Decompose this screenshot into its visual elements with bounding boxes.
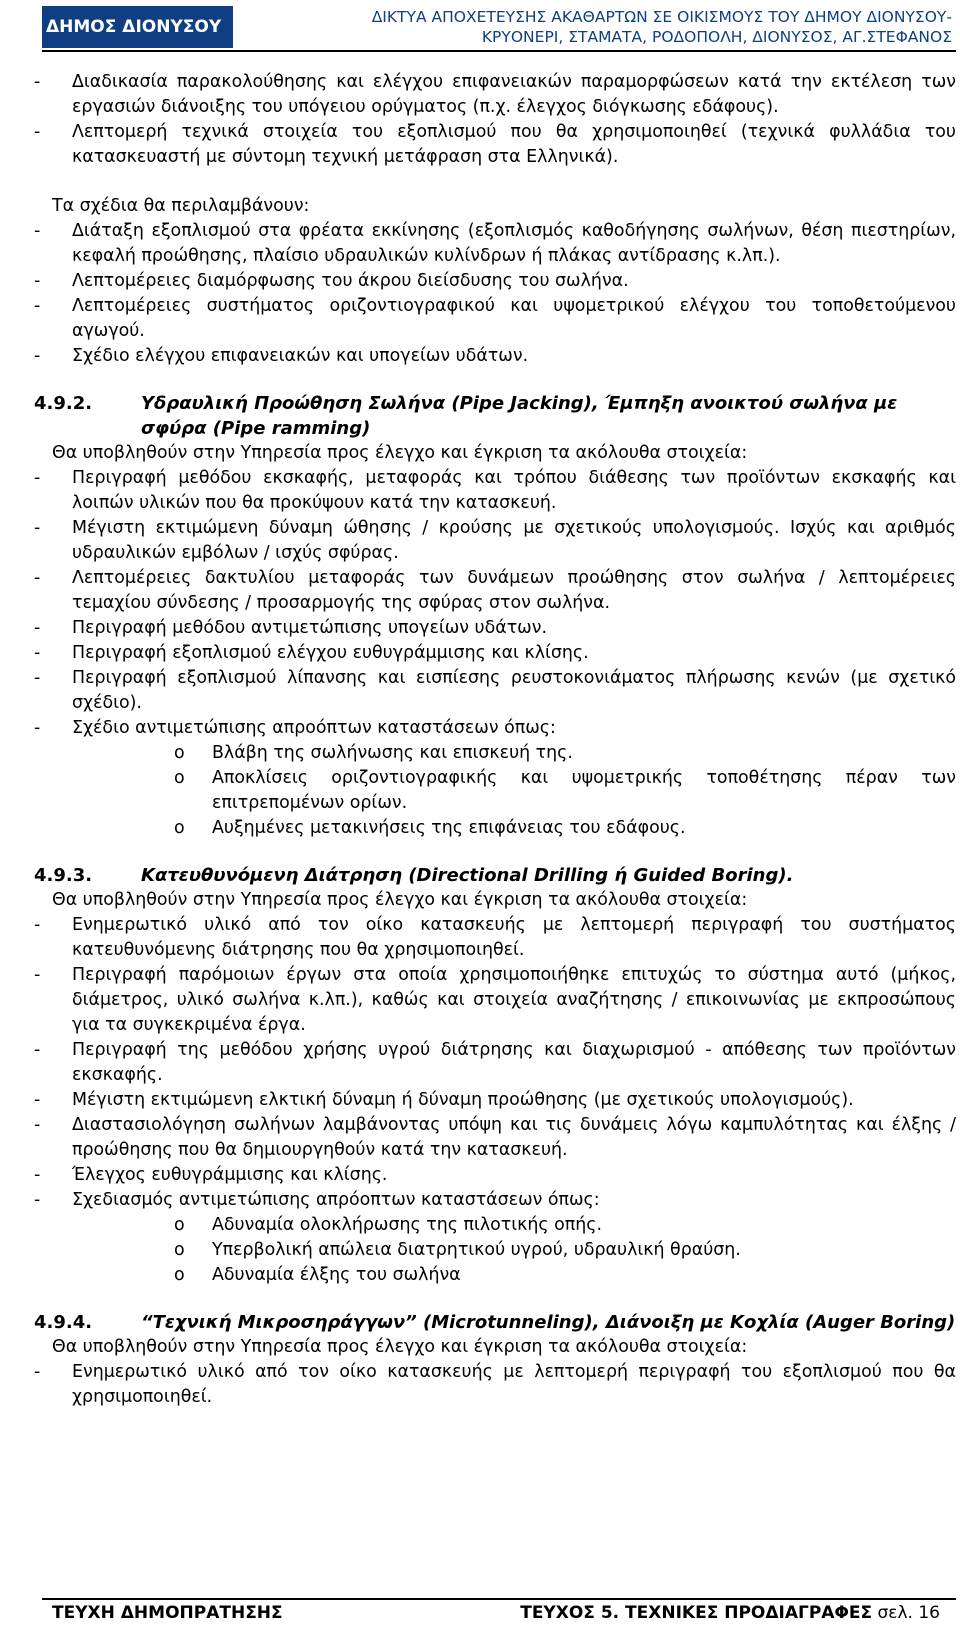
list-item: - Έλεγχος ευθυγράμμισης και κλίσης. xyxy=(34,1165,388,1185)
list-item: - Σχέδιο ελέγχου επιφανειακών και υπογείων υδάτων. xyxy=(34,346,529,366)
list-item: - Ενημερωτικό υλικό από τον οίκο κατασκευής με λεπτομερή περιγραφή του συστήματος κατευθυνόμενης διάτρησης που θα χρησιμοποιηθεί. xyxy=(34,915,956,960)
plans-intro: Τα σχέδια θα περιλαμβάνουν: xyxy=(52,196,310,216)
section-intro: Θα υποβληθούν στην Υπηρεσία προς έλεγχο και έγκριση τα ακόλουθα στοιχεία: xyxy=(52,1337,748,1357)
sub-list-item: o Υπερβολική απώλεια διατρητικού υγρού, υδραυλική θραύση. xyxy=(174,1240,741,1260)
header-municipality: ΔΗΜΟΣ ΔΙΟΝΥΣΟΥ xyxy=(42,6,233,48)
list-item: - Περιγραφή μεθόδου εκσκαφής, μεταφοράς και τρόπου διάθεσης των προϊόντων εκσκαφής και λοιπών υλικών που θα προκύψουν κατά την κατασκευή. xyxy=(34,468,956,513)
sub-list-item: o Αυξημένες μετακινήσεις της επιφάνειας του εδάφους. xyxy=(174,818,686,838)
header-rule xyxy=(42,50,956,52)
list-item: - Περιγραφή παρόμοιων έργων στα οποία χρησιμοποιήθηκε επιτυχώς το σύστημα αυτό (μήκος, διάμετρος, υλικό σωλήνα κ.λπ.), καθώς και στοιχεία αναζήτησης / επικοινωνίας με εκπροσώπους για τα συγκεκριμένα έργα. xyxy=(34,965,956,1035)
list-item: - Μέγιστη εκτιμώμενη δύναμη ώθησης / κρούσης με σχετικούς υπολογισμούς. Ισχύς και αριθμός υδραυλικών εμβόλων / ισχύς σφύρας. xyxy=(34,518,956,563)
list-item: - Ενημερωτικό υλικό από τον οίκο κατασκευής με λεπτομερή περιγραφή του εξοπλισμού που θα χρησιμοποιηθεί. xyxy=(34,1362,956,1407)
list-item: - Περιγραφή εξοπλισμού ελέγχου ευθυγράμμισης και κλίσης. xyxy=(34,643,589,663)
footer-rule xyxy=(42,1598,956,1600)
sub-list-item: o Αδυναμία έλξης του σωλήνα xyxy=(174,1265,461,1285)
sub-list-item: o Βλάβη της σωλήνωσης και επισκευή της. xyxy=(174,743,573,763)
sub-list-item: o Αποκλίσεις οριζοντιογραφικής και υψομετρικής τοποθέτησης πέραν των επιτρεπομένων ορίων. xyxy=(174,768,956,813)
list-item: - Λεπτομέρειες διαμόρφωσης του άκρου διείσδυσης του σωλήνα. xyxy=(34,271,629,291)
section-intro: Θα υποβληθούν στην Υπηρεσία προς έλεγχο και έγκριση τα ακόλουθα στοιχεία: xyxy=(52,443,748,463)
list-item: - Διάταξη εξοπλισμού στα φρέατα εκκίνησης (εξοπλισμός καθοδήγησης σωλήνων, θέση πιεστηρίων, κεφαλή προώθησης, πλαίσιο υδραυλικών κυλίνδρων ή πλάκας αντίδρασης κ.λπ.). xyxy=(34,221,956,266)
list-item: - Μέγιστη εκτιμώμενη ελκτική δύναμη ή δύναμη προώθησης (με σχετικούς υπολογισμούς). xyxy=(34,1090,854,1110)
footer-left: ΤΕΥΧΗ ΔΗΜΟΠΡΑΤΗΣΗΣ xyxy=(52,1603,283,1623)
list-item: - Σχέδιο αντιμετώπισης απροόπτων καταστάσεων όπως: xyxy=(34,718,556,738)
footer-right xyxy=(520,1603,940,1623)
footer-section: ΤΕΥΧΟΣ 5. ΤΕΧΝΙΚΕΣ ΠΡΟΔΙΑΓΡΑΦΕΣ xyxy=(520,1603,873,1623)
list-item: - Σχεδιασμός αντιμετώπισης απρόοπτων καταστάσεων όπως: xyxy=(34,1190,600,1210)
sub-list-item: o Αδυναμία ολοκλήρωσης της πιλοτικής οπής. xyxy=(174,1215,602,1235)
header-title-line2: ΚΡΥΟΝΕΡΙ, ΣΤΑΜΑΤΑ, ΡΟΔΟΠΟΛΗ, ΔΙΟΝΥΣΟΣ, ΑΓ.ΣΤΕΦΑΝΟΣ xyxy=(481,28,952,46)
header-project-title xyxy=(233,6,956,48)
section-heading-4-9-2: 4.9.2. Υδραυλική Προώθηση Σωλήνα (Pipe Jacking), Έμπηξη ανοικτού σωλήνα με σφύρα (Pipe ramming) xyxy=(34,393,898,439)
document-body xyxy=(34,70,956,1410)
list-item: - Λεπτομέρειες δακτυλίου μεταφοράς των δυνάμεων προώθησης στον σωλήνα / λεπτομέρειες τεμαχίου σύνδεσης / προσαρμογής της σφύρας στον σωλήνα. xyxy=(34,568,956,613)
list-item: - Λεπτομέρειες συστήματος οριζοντιογραφικού και υψομετρικού ελέγχου του τοποθετούμενου αγωγού. xyxy=(34,296,956,341)
list-item: - Περιγραφή της μεθόδου χρήσης υγρού διάτρησης και διαχωρισμού - απόθεσης των προϊόντων εκσκαφής. xyxy=(34,1040,956,1085)
section-heading-4-9-3: 4.9.3. Κατευθυνόμενη Διάτρηση (Directional Drilling ή Guided Boring). xyxy=(34,865,794,886)
page-header xyxy=(42,6,956,48)
header-title-line1: ΔΙΚΤΥΑ ΑΠΟΧΕΤΕΥΣΗΣ ΑΚΑΘΑΡΤΩΝ ΣΕ ΟΙΚΙΣΜΟΥΣ ΤΟΥ ΔΗΜΟΥ ΔΙΟΝΥΣΟΥ- xyxy=(371,8,952,26)
list-item: - Λεπτομερή τεχνικά στοιχεία του εξοπλισμού που θα χρησιμοποιηθεί (τεχνικά φυλλάδια του κατασκευαστή με σύντομη τεχνική μετάφραση στα Ελληνικά). xyxy=(34,122,956,167)
list-item: - Περιγραφή μεθόδου αντιμετώπισης υπογείων υδάτων. xyxy=(34,618,547,638)
page-number: σελ. 16 xyxy=(877,1603,940,1623)
section-intro: Θα υποβληθούν στην Υπηρεσία προς έλεγχο και έγκριση τα ακόλουθα στοιχεία: xyxy=(52,890,748,910)
list-item: - Διαδικασία παρακολούθησης και ελέγχου επιφανειακών παραμορφώσεων κατά την εκτέλεση των εργασιών διάνοιξης του υπόγειου ορύγματος (π.χ. έλεγχος διόγκωσης εδάφους). xyxy=(34,72,956,117)
section-heading-4-9-4: 4.9.4. “Τεχνική Μικροσηράγγων” (Microtunneling), Διάνοιξη με Κοχλία (Auger Boring) xyxy=(34,1312,956,1333)
list-item: - Διαστασιολόγηση σωλήνων λαμβάνοντας υπόψη και τις δυνάμεις λόγω καμπυλότητας και έλξης /προώθησης που θα δημιουργηθούν κατά την κατασκευή. xyxy=(34,1115,956,1160)
list-item: - Περιγραφή εξοπλισμού λίπανσης και εισπίεσης ρευστοκονιάματος πλήρωσης κενών (με σχετικό σχέδιο). xyxy=(34,668,956,713)
